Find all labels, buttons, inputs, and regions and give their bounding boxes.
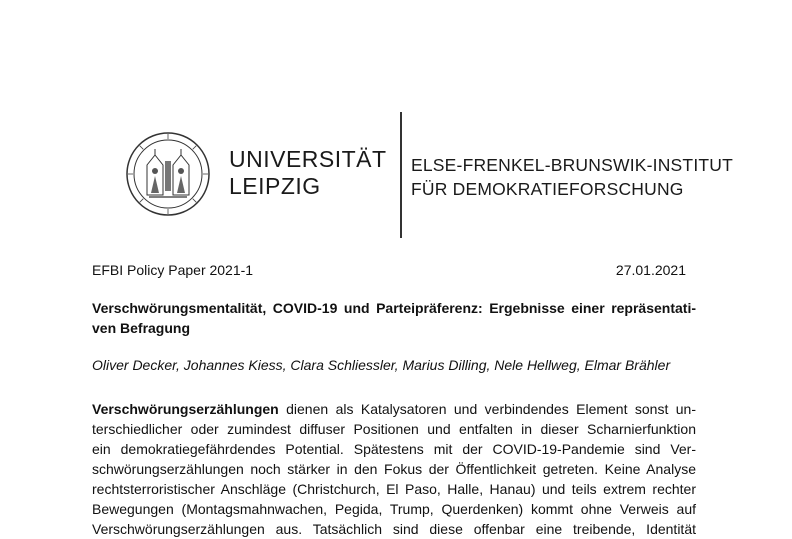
header-divider — [400, 112, 402, 238]
body-line-5: rechtsterroristischer Anschläge (Christchurch, El Paso, Halle, Hanau) und teils extrem rechter — [92, 481, 696, 497]
university-name-line-1: UNIVERSITÄT — [229, 146, 387, 172]
institute-name-line-1: ELSE-FRENKEL-BRUNSWIK-INSTITUT — [411, 155, 733, 175]
body-line-1 — [92, 399, 696, 419]
abstract-paragraph — [92, 399, 696, 539]
body-line-7: Verschwörungserzählungen aus. Tatsächlich sind diese offenbar eine treibende, Identität — [92, 521, 696, 537]
first-line-rest: dienen als Katalysatoren und verbindendes Element sonst un- — [278, 401, 696, 417]
university-seal-logo — [125, 131, 211, 217]
lead-term: Verschwörungserzählungen — [92, 401, 279, 417]
paper-series: EFBI Policy Paper 2021-1 — [92, 262, 254, 278]
author-list: Oliver Decker, Johannes Kiess, Clara Schliessler, Marius Dilling, Nele Hellweg, Elmar Brähler — [92, 357, 671, 373]
university-name — [229, 146, 387, 200]
body-line-4: schwörungserzählungen noch stärker in den Fokus der Öffentlichkeit getreten. Keine Analyse — [92, 461, 696, 477]
body-line-6: Bewegungen (Montagsmahnwachen, Pegida, Trump, Querdenken) kommt ohne Verweis auf — [92, 501, 696, 517]
title-line-1: Verschwörungsmentalität, COVID-19 und Parteipräferenz: Ergebnisse einer repräsentati- — [92, 300, 696, 316]
university-name-line-2: LEIPZIG — [229, 173, 321, 199]
paper-title — [92, 298, 696, 338]
paper-date: 27.01.2021 — [615, 262, 686, 278]
title-line-2: ven Befragung — [92, 320, 191, 336]
institute-name — [411, 153, 733, 201]
institute-name-line-2: FÜR DEMOKRATIEFORSCHUNG — [411, 179, 684, 199]
body-line-3: ein demokratiegefährdendes Potential. Spätestens mit der COVID-19-Pandemie sind Ver- — [92, 441, 696, 457]
body-line-2: terschiedlicher oder zumindest diffuser Positionen und entfalten in dieser Scharnierfunktion — [92, 421, 696, 437]
